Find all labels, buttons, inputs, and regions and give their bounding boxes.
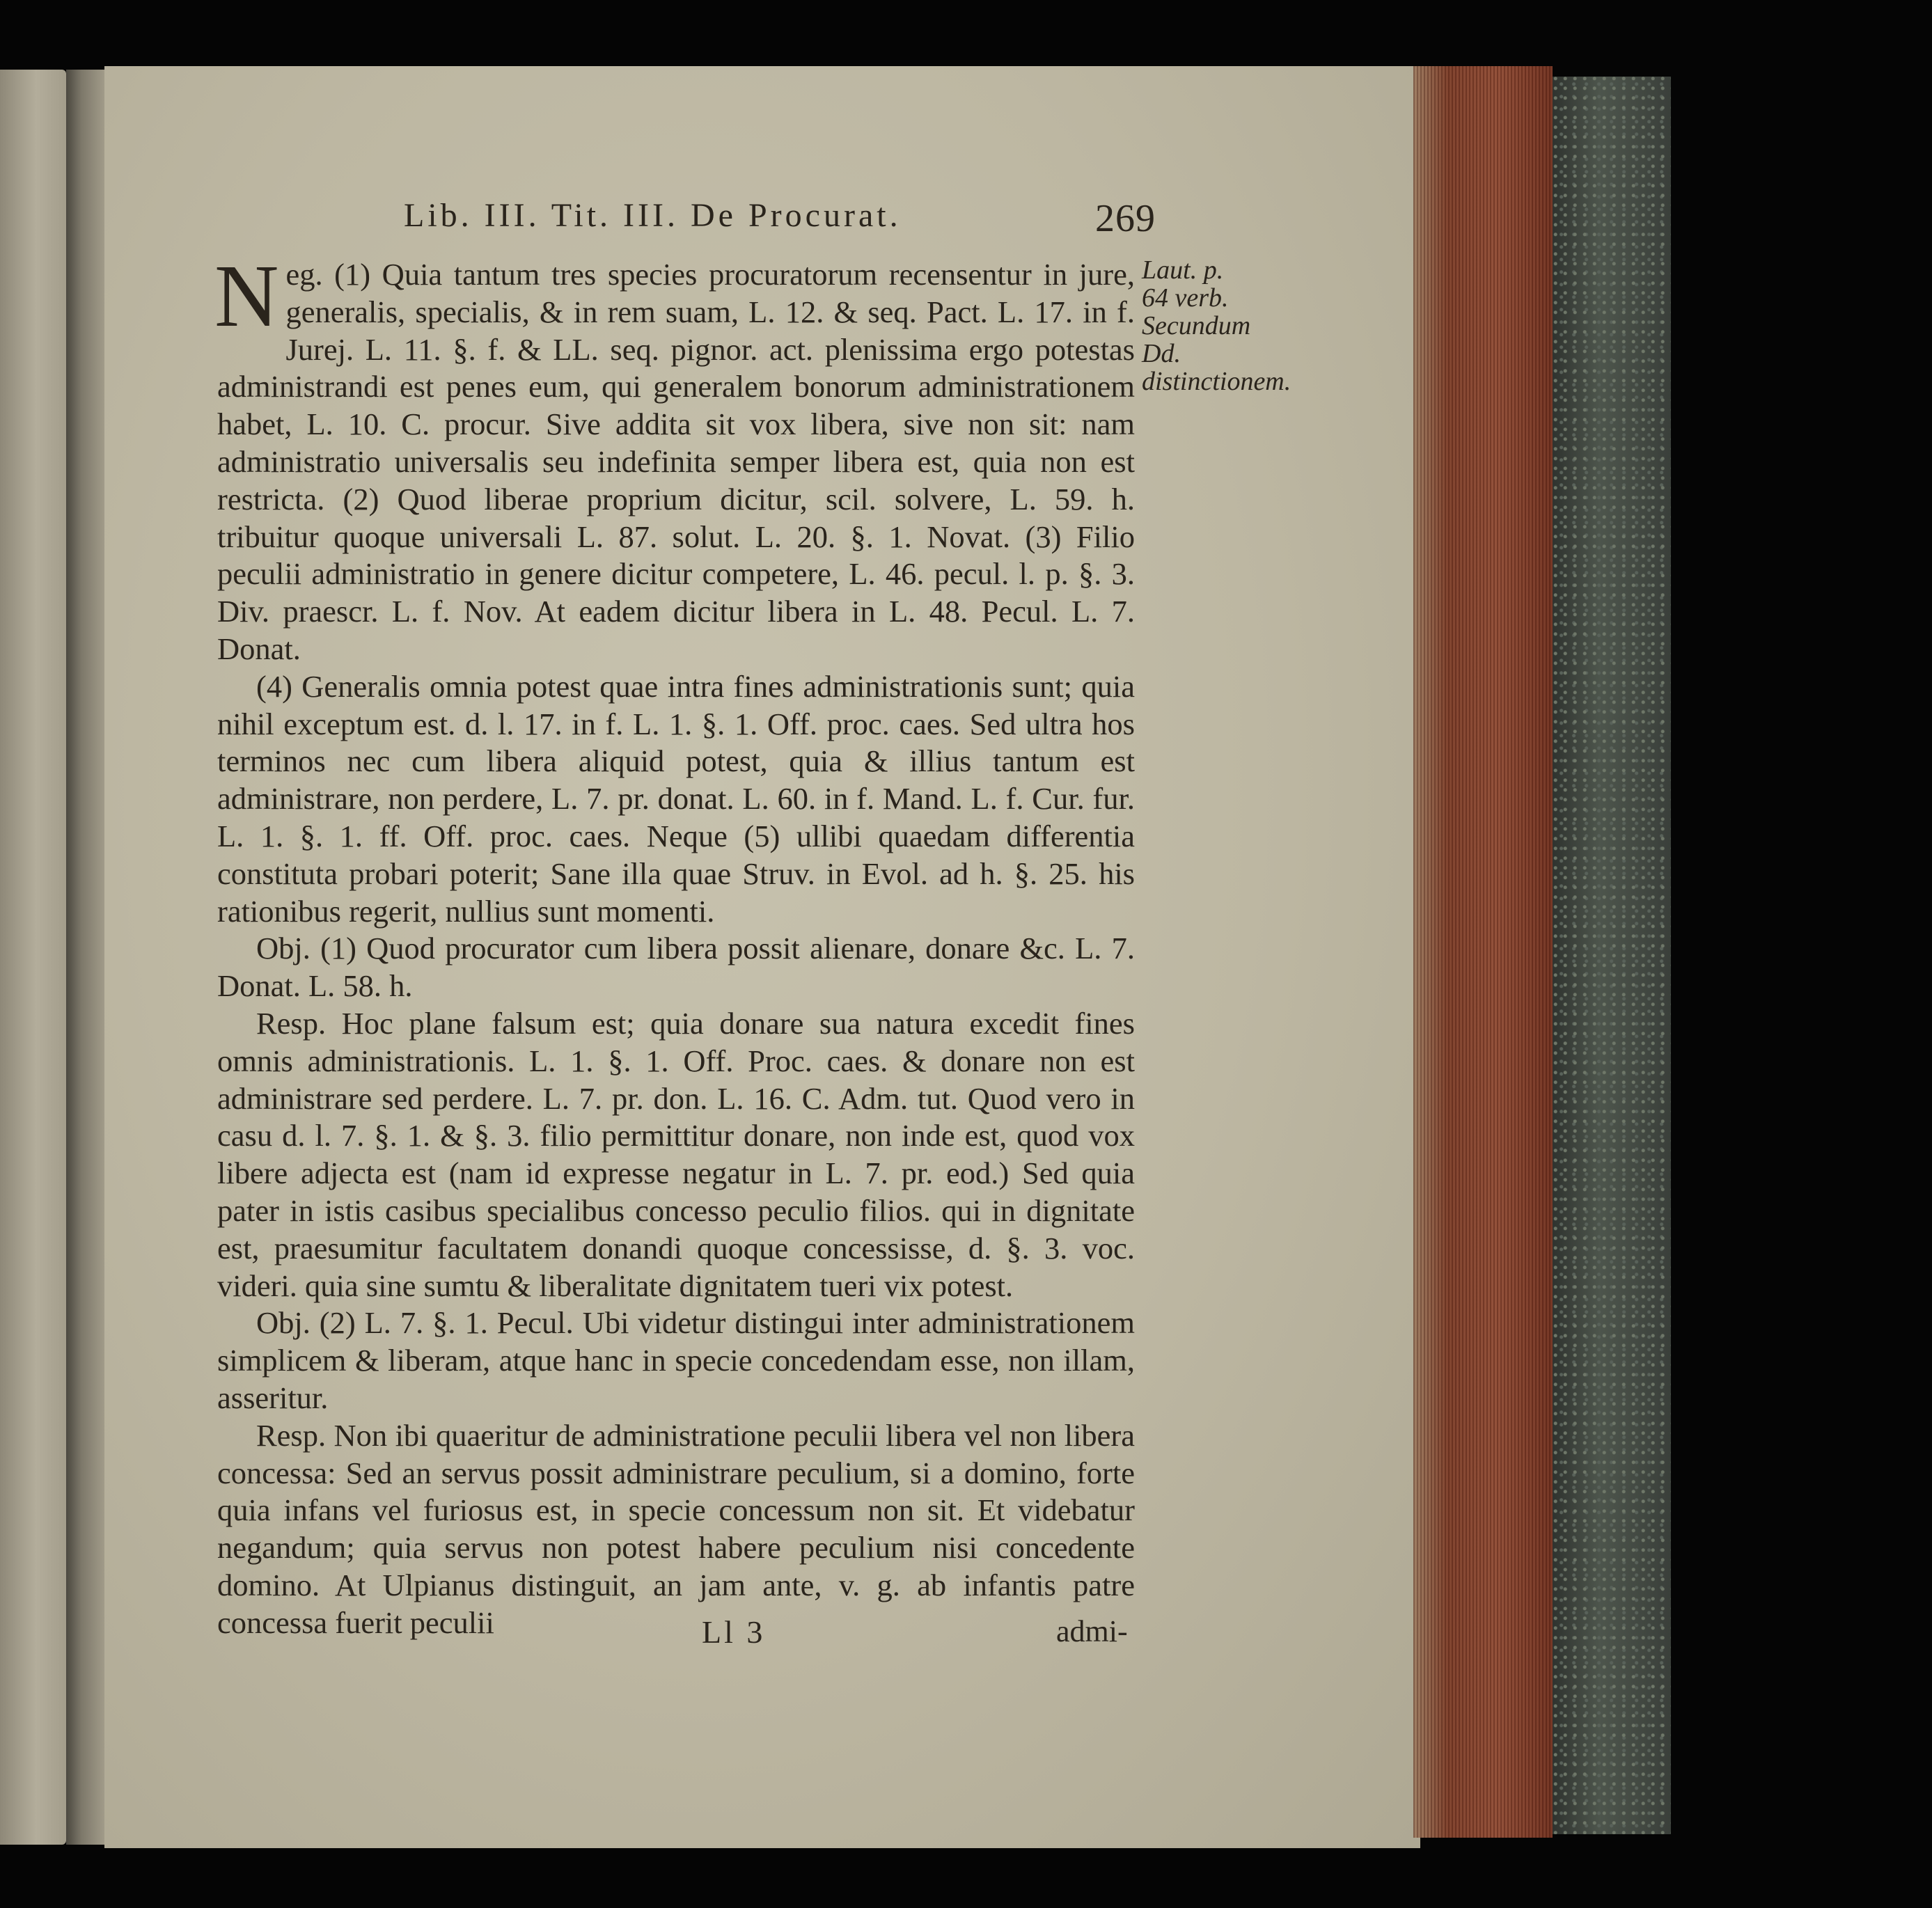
- paragraph: (4) Generalis omnia potest quae intra fines administrationis sunt; quia nihil exceptum est. d. l. 17. in f. L. 1. §. 1. Off. proc. caes. Sed ultra hos terminos nec cum libera aliquid potest, quia & illius tantum est administrare, non perdere, L. 7. pr. donat. L. 60. in f. Mand. L. f. Cur. fur. L. 1. §. 1. ff. Off. proc. caes. Neque (5) ullibi quaedam differentia constituta probari poterit; Sane illa quae Struv. in Evol. ad h. §. 25. his rationibus regerit, nullius sunt momenti.: [217, 668, 1135, 929]
- running-title: Lib. III. Tit. III. De Procurat.: [404, 197, 902, 234]
- binding-gutter: [66, 70, 104, 1845]
- page-number: 269: [1095, 197, 1156, 240]
- body-text: [214, 246, 1135, 1641]
- paragraph-text: eg. (1) Quia tantum tres species procuratorum recensentur in jure, generalis, specialis, & in rem suam, L. 12. & seq. Pact. L. 17. in f. Jurej. L. 11. §. f. & LL. seq. pignor. act. plenissima ergo potestas administrandi est penes eum, qui generalem bonorum administrationem habet, L. 10. C. procur. Sive addita sit vox libera, sive non sit: nam administratio universalis seu indefinita semper libera est, quia non est restricta. (2) Quod liberae proprium dicitur, scil. solvere, L. 59. h. tribuitur quoque universali L. 87. solut. L. 20. §. 1. Novat. (3) Filio peculii administratio in genere dicitur competere, L. 46. pecul. l. p. §. 3. Div. praescr. L. f. Nov. At eadem dicitur libera in L. 48. Pecul. L. 7. Donat.: [217, 257, 1135, 666]
- paragraph: Resp. Hoc plane falsum est; quia donare sua natura excedit fines omnis administrationis. L. 1. §. 1. Off. Proc. caes. & donare non est administrare sed perdere. L. 7. pr. don. L. 16. C. Adm. tut. Quod vero in casu d. l. 7. §. 1. & §. 3. filio permittitur donare, non inde est, quod vox libere adjecta est (nam id expresse negatur in L. 7. pr. eod.) Sed quia pater in istis casibus specialibus concesso peculio filios. qui in dignitate est, praesumitur facultatem donandi quoque concessisse, d. §. 3. voc. videri. quia sine sumtu & liberalitate dignitatem tueri vix potest.: [217, 1005, 1135, 1303]
- paragraph: [214, 246, 1135, 668]
- running-header: [404, 196, 1156, 238]
- paragraph: Resp. Non ibi quaeritur de administratione peculii libera vel non libera concessa: Sed an servus possit administrare peculium, si a domino, forte quia infans vel furiosus est, in specie concessum non sit. Et videbatur negandum; quia servus non potest habere peculium nisi concedente domino. At Ulpianus distinguit, an jam ante, v. g. ab infantis patre concessa fuerit peculii: [217, 1417, 1135, 1640]
- paragraph: Obj. (1) Quod procurator cum libera possit alienare, donare &c. L. 7. Donat. L. 58. h.: [217, 931, 1135, 1004]
- margin-note: Laut. p. 64 verb. Secundum Dd. distinctionem.: [1142, 255, 1291, 396]
- catchword: admi-: [1056, 1614, 1128, 1648]
- page-block-edges: [1413, 66, 1553, 1838]
- paragraph: Obj. (2) L. 7. §. 1. Pecul. Ubi videtur distingui inter administrationem simplicem & liberam, atque hanc in specie concedendam esse, non illam, asseritur.: [217, 1305, 1135, 1415]
- facing-page-edge: [0, 70, 66, 1845]
- signature-mark: Ll 3: [702, 1614, 766, 1650]
- drop-cap: N: [214, 246, 279, 345]
- cover-board: [1553, 77, 1671, 1834]
